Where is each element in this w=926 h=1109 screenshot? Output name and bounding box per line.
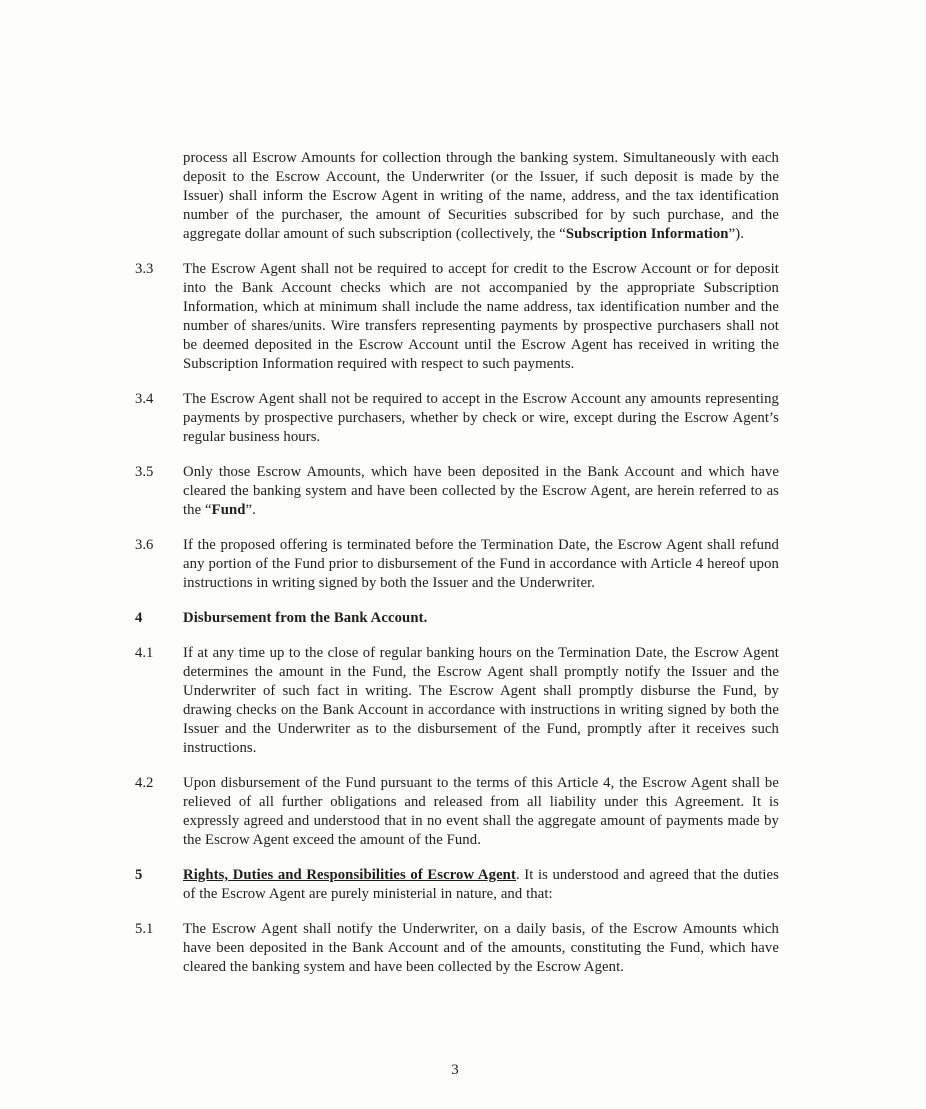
section-number: 4.2 bbox=[135, 775, 154, 791]
section-text: process all Escrow Amounts for collection through the banking system. Simultaneously with each deposit to the Escrow Account, the Underwriter (or the Issuer, if such deposit is made by the Issuer) shall inform the Escrow Agent in writing of the name, address, and the tax identification number of the purchaser, the amount of Securities subscribed for by such purchase, and the aggregate dollar amount of such subscription (collectively, the “Subscription Information”). bbox=[183, 150, 779, 242]
section bbox=[135, 390, 779, 447]
section bbox=[135, 149, 779, 244]
page-number: 3 bbox=[451, 1062, 459, 1078]
section-text: Rights, Duties and Responsibilities of Escrow Agent. It is understood and agreed that the duties of the Escrow Agent are purely ministerial in nature, and that: bbox=[183, 867, 779, 902]
section bbox=[135, 536, 779, 593]
section-number: 5.1 bbox=[135, 921, 154, 937]
section bbox=[135, 644, 779, 758]
section-number: 4 bbox=[135, 610, 143, 626]
section-number: 3.3 bbox=[135, 261, 154, 277]
section-text: Only those Escrow Amounts, which have been deposited in the Bank Account and which have cleared the banking system and have been collected by the Escrow Agent, are herein referred to as the “Fund”. bbox=[183, 464, 779, 518]
section-number: 3.6 bbox=[135, 537, 154, 553]
section-text: If at any time up to the close of regular banking hours on the Termination Date, the Escrow Agent determines the amount in the Fund, the Escrow Agent shall promptly notify the Issuer and the Underwriter of such fact in writing. The Escrow Agent shall promptly disburse the Fund, by drawing checks on the Bank Account in accordance with instructions in writing signed by both the Issuer and the Underwriter as to the disbursement of the Fund, promptly after it receives such instructions. bbox=[183, 645, 779, 756]
section-text: The Escrow Agent shall notify the Underwriter, on a daily basis, of the Escrow Amounts which have been deposited in the Bank Account and of the amounts, constituting the Fund, which have cleared the banking system and have been collected by the Escrow Agent. bbox=[183, 921, 779, 975]
section bbox=[135, 463, 779, 520]
section-text: Disbursement from the Bank Account. bbox=[183, 610, 428, 626]
section-number: 5 bbox=[135, 867, 143, 883]
section bbox=[135, 920, 779, 977]
section-number: 3.5 bbox=[135, 464, 154, 480]
section-number bbox=[135, 149, 183, 244]
section-text: If the proposed offering is terminated before the Termination Date, the Escrow Agent shall refund any portion of the Fund prior to disbursement of the Fund in accordance with Article 4 hereof upon instructions in writing signed by both the Issuer and the Underwriter. bbox=[183, 537, 779, 591]
section-text: Upon disbursement of the Fund pursuant to the terms of this Article 4, the Escrow Agent shall be relieved of all further obligations and released from all liability under this Agreement. It is expressly agreed and understood that in no event shall the aggregate amount of payments made by the Escrow Agent exceed the amount of the Fund. bbox=[183, 775, 779, 848]
section-number: 4.1 bbox=[135, 645, 154, 661]
section-text: The Escrow Agent shall not be required to accept for credit to the Escrow Account or for deposit into the Bank Account checks which are not accompanied by the appropriate Subscription Information, which at minimum shall include the name address, tax identification number and the number of shares/units. Wire transfers representing payments by prospective purchasers shall not be deemed deposited in the Escrow Account until the Escrow Agent has received in writing the Subscription Information required with respect to such payments. bbox=[183, 261, 779, 372]
section-heading bbox=[135, 866, 779, 904]
section bbox=[135, 260, 779, 374]
section bbox=[135, 774, 779, 850]
section-heading bbox=[135, 609, 779, 628]
section-number: 3.4 bbox=[135, 391, 154, 407]
document-body bbox=[135, 149, 779, 993]
section-text: The Escrow Agent shall not be required to accept in the Escrow Account any amounts representing payments by prospective purchasers, whether by check or wire, except during the Escrow Agent’s regular business hours. bbox=[183, 391, 779, 445]
